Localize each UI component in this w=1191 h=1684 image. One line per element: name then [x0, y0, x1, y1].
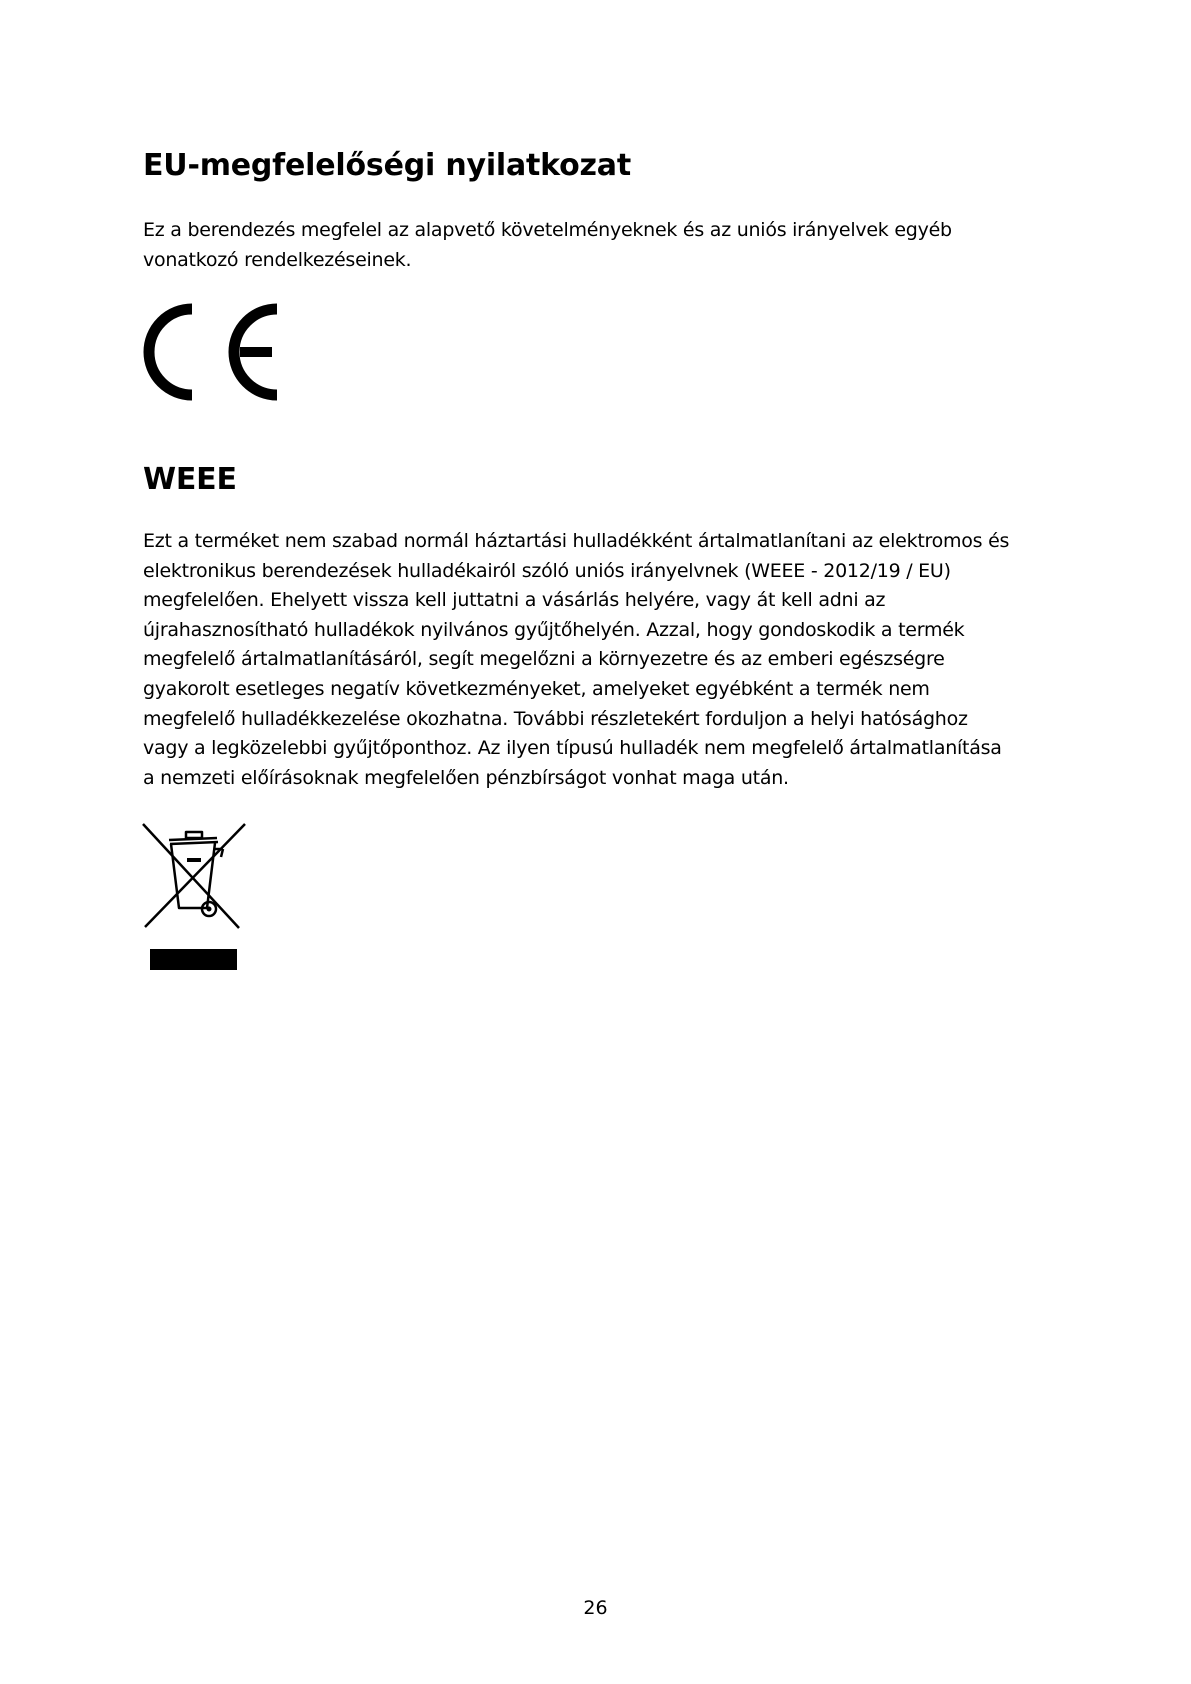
text-line: Ezt a terméket nem szabad normál háztartási hulladékként ártalmatlanítani az elektromos és: [143, 530, 1010, 552]
text-line: Ez a berendezés megfelel az alapvető követelményeknek és az uniós irányelvek egyéb: [143, 219, 952, 241]
eu-declaration-heading: EU-megfelelőségi nyilatkozat: [143, 148, 631, 183]
text-line: gyakorolt esetleges negatív következményeket, amelyeket egyébként a termék nem: [143, 677, 930, 700]
text-line: megfelelő hulladékkezelése okozhatna. További részletekért forduljon a helyi hatósághoz: [143, 707, 968, 730]
text-line: a nemzeti előírásoknak megfelelően pénzbírságot vonhat maga után.: [143, 766, 789, 789]
page-number: 26: [583, 1597, 608, 1619]
crossed-out-wheelie-bin-icon: [141, 823, 247, 971]
text-line: megfelelően. Ehelyett vissza kell juttatni a vásárlás helyére, vagy át kell adni az: [143, 589, 886, 612]
text-line: vonatkozó rendelkezéseinek.: [143, 248, 412, 271]
text-line: elektronikus berendezések hulladékairól szóló uniós irányelvnek (WEEE - 2012/19 / EU): [143, 559, 951, 582]
weee-heading: WEEE: [143, 462, 237, 497]
eu-declaration-text: [143, 216, 1063, 275]
text-line: megfelelő ártalmatlanításáról, segít megelőzni a környezetre és az emberi egészségre: [143, 648, 945, 671]
text-line: vagy a legközelebbi gyűjtőponthoz. Az ilyen típusú hulladék nem megfelelő ártalmatlanítása: [143, 737, 1002, 760]
weee-text: [143, 527, 1063, 793]
text-line: újrahasznosítható hulladékok nyilvános gyűjtőhelyén. Azzal, hogy gondoskodik a termék: [143, 618, 965, 641]
ce-mark-icon: [142, 301, 284, 403]
